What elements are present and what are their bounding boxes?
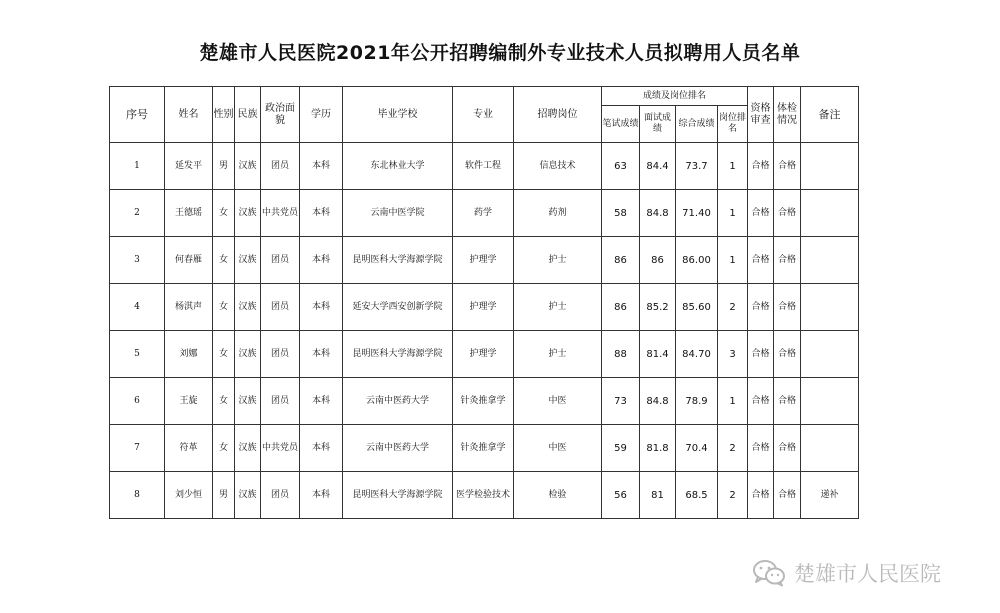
wechat-icon — [752, 559, 786, 587]
cell-seq: 2 — [110, 190, 165, 237]
cell-ethnicity: 汉族 — [235, 472, 261, 519]
cell-written: 86 — [602, 237, 640, 284]
cell-rank: 1 — [718, 237, 748, 284]
table-row — [110, 472, 859, 519]
header-seq: 序号 — [110, 87, 165, 143]
cell-political: 中共党员 — [261, 190, 300, 237]
cell-seq: 4 — [110, 284, 165, 331]
cell-school: 昆明医科大学海源学院 — [343, 472, 453, 519]
table-row — [110, 331, 859, 378]
cell-political: 团员 — [261, 143, 300, 190]
cell-ethnicity: 汉族 — [235, 331, 261, 378]
cell-seq: 3 — [110, 237, 165, 284]
cell-name: 延发平 — [165, 143, 213, 190]
cell-political: 团员 — [261, 378, 300, 425]
table-row — [110, 143, 859, 190]
cell-total: 86.00 — [676, 237, 718, 284]
cell-interview: 81.4 — [640, 331, 676, 378]
header-political: 政治面貌 — [261, 87, 300, 143]
cell-ethnicity: 汉族 — [235, 378, 261, 425]
cell-physical: 合格 — [774, 331, 801, 378]
cell-major: 针灸推拿学 — [453, 378, 514, 425]
cell-major: 医学检验技术 — [453, 472, 514, 519]
cell-qualification: 合格 — [748, 425, 774, 472]
cell-physical: 合格 — [774, 378, 801, 425]
cell-major: 针灸推拿学 — [453, 425, 514, 472]
cell-total: 78.9 — [676, 378, 718, 425]
cell-education: 本科 — [300, 237, 343, 284]
cell-written: 86 — [602, 284, 640, 331]
header-total: 综合成绩 — [676, 106, 718, 143]
cell-rank: 3 — [718, 331, 748, 378]
cell-education: 本科 — [300, 425, 343, 472]
cell-position: 检验 — [514, 472, 602, 519]
cell-gender: 女 — [213, 237, 235, 284]
cell-school: 云南中医药大学 — [343, 378, 453, 425]
cell-physical: 合格 — [774, 472, 801, 519]
cell-remarks — [801, 143, 859, 190]
cell-qualification: 合格 — [748, 284, 774, 331]
cell-gender: 女 — [213, 425, 235, 472]
cell-written: 58 — [602, 190, 640, 237]
cell-total: 70.4 — [676, 425, 718, 472]
cell-name: 何春雁 — [165, 237, 213, 284]
cell-interview: 85.2 — [640, 284, 676, 331]
cell-remarks — [801, 284, 859, 331]
cell-qualification: 合格 — [748, 472, 774, 519]
header-position: 招聘岗位 — [514, 87, 602, 143]
cell-major: 护理学 — [453, 284, 514, 331]
cell-rank: 1 — [718, 143, 748, 190]
header-qualification: 资格审查 — [748, 87, 774, 143]
cell-interview: 84.8 — [640, 378, 676, 425]
cell-ethnicity: 汉族 — [235, 143, 261, 190]
cell-position: 护士 — [514, 331, 602, 378]
cell-remarks — [801, 425, 859, 472]
cell-remarks: 递补 — [801, 472, 859, 519]
cell-seq: 7 — [110, 425, 165, 472]
cell-major: 软件工程 — [453, 143, 514, 190]
cell-written: 73 — [602, 378, 640, 425]
cell-name: 符革 — [165, 425, 213, 472]
cell-seq: 8 — [110, 472, 165, 519]
cell-rank: 2 — [718, 284, 748, 331]
cell-seq: 6 — [110, 378, 165, 425]
cell-interview: 84.4 — [640, 143, 676, 190]
cell-school: 昆明医科大学海源学院 — [343, 237, 453, 284]
header-ethnicity: 民族 — [235, 87, 261, 143]
cell-political: 团员 — [261, 284, 300, 331]
cell-name: 王旋 — [165, 378, 213, 425]
cell-total: 71.40 — [676, 190, 718, 237]
cell-rank: 2 — [718, 472, 748, 519]
watermark — [752, 553, 941, 593]
cell-education: 本科 — [300, 472, 343, 519]
header-education: 学历 — [300, 87, 343, 143]
cell-position: 信息技术 — [514, 143, 602, 190]
cell-total: 84.70 — [676, 331, 718, 378]
cell-school: 云南中医学院 — [343, 190, 453, 237]
cell-written: 59 — [602, 425, 640, 472]
cell-seq: 5 — [110, 331, 165, 378]
cell-name: 刘少恒 — [165, 472, 213, 519]
cell-name: 杨淇声 — [165, 284, 213, 331]
cell-position: 中医 — [514, 425, 602, 472]
cell-major: 护理学 — [453, 331, 514, 378]
cell-total: 68.5 — [676, 472, 718, 519]
cell-name: 王德瑶 — [165, 190, 213, 237]
cell-physical: 合格 — [774, 284, 801, 331]
cell-position: 中医 — [514, 378, 602, 425]
cell-remarks — [801, 378, 859, 425]
cell-ethnicity: 汉族 — [235, 425, 261, 472]
cell-qualification: 合格 — [748, 237, 774, 284]
cell-total: 85.60 — [676, 284, 718, 331]
cell-qualification: 合格 — [748, 190, 774, 237]
cell-rank: 1 — [718, 190, 748, 237]
page-title: 楚雄市人民医院2021年公开招聘编制外专业技术人员拟聘用人员名单 — [199, 42, 801, 64]
cell-gender: 女 — [213, 378, 235, 425]
cell-name: 刘娜 — [165, 331, 213, 378]
table-row — [110, 378, 859, 425]
header-major: 专业 — [453, 87, 514, 143]
hire-list-table — [109, 86, 859, 519]
cell-gender: 女 — [213, 190, 235, 237]
cell-gender: 女 — [213, 284, 235, 331]
cell-written: 56 — [602, 472, 640, 519]
cell-ethnicity: 汉族 — [235, 284, 261, 331]
header-rank: 岗位排名 — [718, 106, 748, 143]
cell-qualification: 合格 — [748, 331, 774, 378]
header-written: 笔试成绩 — [602, 106, 640, 143]
cell-physical: 合格 — [774, 143, 801, 190]
table-row — [110, 425, 859, 472]
cell-school: 云南中医药大学 — [343, 425, 453, 472]
cell-political: 团员 — [261, 237, 300, 284]
cell-education: 本科 — [300, 284, 343, 331]
header-interview: 面试成绩 — [640, 106, 676, 143]
cell-interview: 81 — [640, 472, 676, 519]
cell-rank: 1 — [718, 378, 748, 425]
cell-education: 本科 — [300, 331, 343, 378]
cell-written: 88 — [602, 331, 640, 378]
cell-major: 药学 — [453, 190, 514, 237]
cell-political: 团员 — [261, 331, 300, 378]
table-row — [110, 237, 859, 284]
cell-political: 团员 — [261, 472, 300, 519]
cell-physical: 合格 — [774, 425, 801, 472]
cell-total: 73.7 — [676, 143, 718, 190]
cell-major: 护理学 — [453, 237, 514, 284]
header-gender: 性别 — [213, 87, 235, 143]
header-remarks: 备注 — [801, 87, 859, 143]
table-row — [110, 190, 859, 237]
cell-education: 本科 — [300, 378, 343, 425]
header-scores-group: 成绩及岗位排名 — [602, 87, 748, 106]
cell-gender: 男 — [213, 143, 235, 190]
cell-rank: 2 — [718, 425, 748, 472]
cell-school: 延安大学西安创新学院 — [343, 284, 453, 331]
cell-education: 本科 — [300, 143, 343, 190]
header-school: 毕业学校 — [343, 87, 453, 143]
cell-remarks — [801, 190, 859, 237]
cell-physical: 合格 — [774, 190, 801, 237]
cell-seq: 1 — [110, 143, 165, 190]
cell-position: 护士 — [514, 284, 602, 331]
cell-interview: 84.8 — [640, 190, 676, 237]
cell-physical: 合格 — [774, 237, 801, 284]
cell-qualification: 合格 — [748, 378, 774, 425]
cell-gender: 男 — [213, 472, 235, 519]
cell-written: 63 — [602, 143, 640, 190]
watermark-text: 楚雄市人民医院 — [794, 562, 941, 586]
cell-interview: 81.8 — [640, 425, 676, 472]
table-row — [110, 284, 859, 331]
cell-gender: 女 — [213, 331, 235, 378]
cell-school: 昆明医科大学海源学院 — [343, 331, 453, 378]
header-physical: 体检情况 — [774, 87, 801, 143]
cell-school: 东北林业大学 — [343, 143, 453, 190]
cell-position: 护士 — [514, 237, 602, 284]
cell-political: 中共党员 — [261, 425, 300, 472]
cell-ethnicity: 汉族 — [235, 237, 261, 284]
cell-remarks — [801, 237, 859, 284]
cell-education: 本科 — [300, 190, 343, 237]
cell-remarks — [801, 331, 859, 378]
cell-position: 药剂 — [514, 190, 602, 237]
header-name: 姓名 — [165, 87, 213, 143]
cell-interview: 86 — [640, 237, 676, 284]
cell-ethnicity: 汉族 — [235, 190, 261, 237]
cell-qualification: 合格 — [748, 143, 774, 190]
